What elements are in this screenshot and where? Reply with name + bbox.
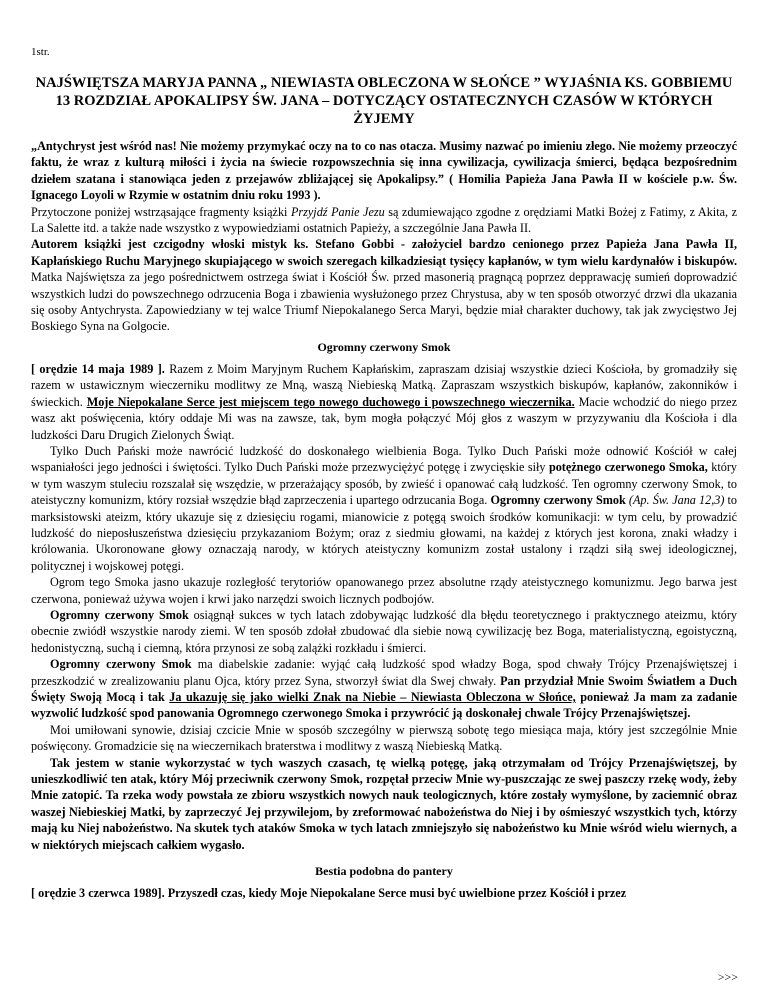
message-paragraph-4 (31, 607, 737, 656)
page-number: 1str. (31, 46, 50, 58)
bold-paragraph: Tak jestem w stanie wykorzystać w tych waszych czasach, tę wielką potęgę, jaką otrzymałam od Trójcy Przenajświętszej, by unieszkodliwić ten atak, który Mój przeciwnik czerwony Smok, rozpętał przeciw Mnie wy-puszczając ze swej paszczy rzekę wody, żeby Mnie zatopić. Ta rzeka wody powstała ze zbioru wszystkich nowych nauk teologicznych, które zostały wymyślone, by zaciemnić obraz waszej Niebieskiej Matki, by zaprzeczyć Jej przywilejom, by zreformować nabożeństwa do Niej i by ośmieszyć wszystkich tych, którzy mają ku Niej nabożeństwo. Na skutek tych ataków Smoka w tych latach zmniejszyło się nabożeństwo ku Mnie wśród wielu wiernych, a w niektórych miejscach całkiem wygasło. (31, 755, 737, 852)
message-text: który w tym waszym stuleciu rozszalał się wszędzie, w przerażający sposób, by zwieść i opanować całą ludzkość. Ten ogromny czerwony Smok, to ateistyczny komunizm, który rozsiał wszędzie błąd zaprzeczenia i upartego odrzucania Boga. (31, 460, 737, 508)
message-paragraph-5 (31, 656, 737, 722)
message-text: Razem z Moim Maryjnym Ruchem Kapłańskim, zapraszam dzisiaj wszystkie dzieci Kościoła, by gromadziły się razem w ustawicznym wieczerniku modlitwy ze Mną, waszą Niebieską Matką. Zapraszam wszystkich biskupów, kapłanów, zakonników i świeckich. (31, 361, 737, 409)
continuation-marker: >>> (717, 970, 738, 984)
underlined-statement: Ja ukazuję się jako wielki Znak na Niebie – Niewiasta Obleczona w Słońce, (169, 690, 576, 704)
message-paragraph-3: Ogrom tego Smoka jasno ukazuje rozległość terytoriów opanowanego przez absolutne rządy ateistycznego komunizmu. Jego barwa jest czerwona, ponieważ używa wojen i krwi jako narzędzi swoich licznych podbojów. (31, 575, 737, 606)
message-text: to marksistowski ateizm, który ukazuje się z dziesięciu rogami, mianowicie z potęgą swoich środków komunikacji: w tym celu, by prowadzić ludzkość do nieposłuszeństwa dziesięciu przykazaniom Bożym; oraz z siedmiu głowami, na każdej z których jest korona, znaki władzy i królowania. Ukoronowane głowy oznaczają narody, w których ateistyczny komunizm został ustalony i rządzi siłą swej ideologicznej, politycznej i wojskowej potęgi. (31, 493, 738, 573)
underlined-statement: Moje Niepokalane Serce jest miejscem tego nowego duchowego i powszechnego wieczernika. (86, 394, 575, 409)
message-date: [ orędzie 14 maja 1989 ]. (31, 361, 165, 376)
message-text: Macie wchodzić do niego przez wasz akt poświęcenia, który oddaje Mi was na zawsze, tak, bym mogła połączyć Mój głos z waszym w przyzywaniu dla Kościoła i dla ludzkości Daru Drugich Zielonych Świąt. (31, 394, 737, 442)
papal-quote (31, 138, 737, 204)
bold-phrase: Ogromny czerwony Smok (50, 657, 192, 672)
section-heading-red-dragon: Ogromny czerwony Smok (317, 339, 451, 354)
message-paragraph-8 (31, 885, 737, 901)
intro-paragraph-2 (31, 236, 737, 334)
author-statement: Autorem książki jest czcigodny włoski mistyk ks. Stefano Gobbi - założyciel bardzo cenionego przez Papieża Jana Pawła II, Kapłańskiego Ruchu Maryjnego skupiającego w swoich szeregach kilkadziesiąt tysięcy kapłanów, w tym wielu kardynałów i biskupów. (31, 237, 737, 268)
message-text: [ orędzie 3 czerwca 1989]. Przyszedł czas, kiedy Moje Niepokalane Serce musi być uwielbione przez Kościół i przez (31, 886, 627, 901)
message-text: ma diabelskie zadanie: wyjąć całą ludzkość spod władzy Boga, spod chwały Trójcy Przenajświętszej i przeszkodzić w zrealizowaniu planu Ojca, który przez Syna, stworzył świat dla Swej chwały. (31, 657, 737, 688)
intro-warning-text: Matka Najświętsza za jego pośrednictwem ostrzega świat i Kościół Św. przed masonerią pragnącą poprzez depprawację sumień doprowadzić wszystkich ludzi do powszechnego odrzucenia Boga i zbawienia wysłużonego przez Chrystusa, aby w ten sposób otworzyć drzwi dla ukazania się osoby Antychrysta. Zapowiedziany w tej walce Triumf Niepokalanego Serca Maryi, będzie miał charakter duchowy, tak jak zwycięstwo Jej Boskiego Syna na Golgocie. (31, 270, 737, 334)
intro-paragraph-1 (31, 204, 737, 237)
document-title: NAJŚWIĘTSZA MARYJA PANNA „ NIEWIASTA OBLECZONA W SŁOŃCE ” WYJAŚNIA KS. GOBBIEMU 13 ROZDZIAŁ APOKALIPSY ŚW. JANA – DOTYCZĄCY OSTATECZNYCH CZASÓW W KTÓRYCH ŻYJEMY (35, 75, 733, 127)
message-text: Tylko Duch Pański może nawrócić ludzkość do doskonałego wielbienia Boga. Tylko Duch Pański może odnowić Kościół w całej wspaniałości jego jedności i świętości. Tylko Duch Pański może przezwyciężyć potęgę i zwycięskie siły (31, 443, 737, 475)
intro-text-b: są zdumiewająco zgodne z orędziami Matki Bożej z Fatimy, z Akita, z La Salette itd. a także nade wszystko z wypowiedziami ostatnich Papieży, a szczególnie Jana Pawła II. (31, 204, 737, 236)
bold-phrase: Pan przydział Mnie Swoim Światłem a Duch Święty Swoją Mocą i tak (31, 673, 738, 704)
message-paragraph-6: Moi umiłowani synowie, dzisiaj czcicie Mnie w sposób szczególny w pierwszą sobotę tego miesiąca maja, który jest szczególnie Mnie poświęcony. Gromadzicie się na wieczernikach braterstwa i modlitwy z waszą Niebieską Matką. (31, 722, 737, 754)
bold-phrase: ponieważ Ja mam za zadanie wyzwolić ludzkość spod panowania Ogromnego czerwonego Smoka i przywrócić ją doskonałej chwale Trójcy Przenajświętszej. (31, 690, 738, 721)
message-text: osiągnął sukces w tych latach zdobywając ludzkość dla błędu teoretycznego i praktycznego ateizmu, który obecnie zwiódł wszystkie narody ziemi. W ten sposób zdołał zbudować dla siebie nową cywilizację bez Boga, materialistyczną, egoistyczną, hedonistyczną, suchą i ciemną, która przynosi ze sobą zalążki rozkładu i śmierci. (31, 607, 738, 655)
section-heading-panther-beast: Bestia podobna do pantery (315, 864, 453, 879)
message-paragraph-2 (31, 443, 737, 574)
bold-phrase: Ogromny czerwony Smok (490, 493, 626, 508)
intro-text-a: Przytoczone poniżej wstrząsające fragmenty książki (31, 204, 291, 219)
book-title: Przyjdź Panie Jezu (290, 204, 385, 219)
message-paragraph-1 (31, 361, 737, 443)
message-paragraph-7 (31, 755, 737, 853)
bold-phrase: Ogromny czerwony Smok (50, 607, 189, 622)
bold-phrase: potężnego czerwonego Smoka, (548, 460, 708, 475)
quote-text: „Antychryst jest wśród nas! Nie możemy przymykać oczy na to co nas otacza. Musimy nazwać po imieniu złego. Nie możemy przeoczyć faktu, że wraz z kulturą miłości i życia na świecie rozpowszechnia się inna cywilizacja, cywilizacja śmierci, będąca bezpośrednim dziełem szatana i stanowiąca jeden z przejawów zbliżającej się Apokalipsy.” ( Homilia Papieża Jana Pawła II w kościele p.w. Św. Ignacego Loyoli w Rzymie w ostatnim dniu roku 1993 ). (31, 139, 737, 203)
scripture-reference: (Ap. Św. Jana 12,3) (625, 493, 725, 508)
